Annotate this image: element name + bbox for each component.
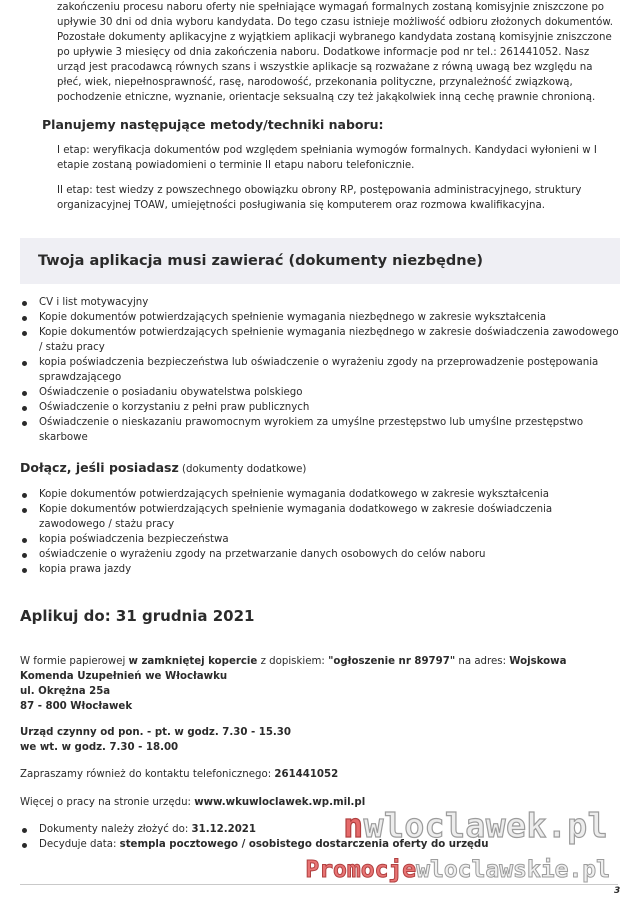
list-item: Oświadczenie o korzystaniu z pełni praw publicznych: [20, 400, 620, 415]
optional-title: Dołącz, jeśli posiadasz: [20, 460, 179, 475]
bullet-icon: [22, 828, 27, 833]
bullet-icon: [22, 316, 27, 321]
intro-paragraph: zakończeniu procesu naboru oferty nie spełniające wymagań formalnych zostaną komisyjnie zniszczone po upływie 30 dni od dnia wyboru kandydata. Do tego czasu istnieje możliwość odbioru złożonych dokumentów. Pozostałe dokumenty aplikacyjne z wyjątkiem aplikacji wybranego kandydata zostaną komisyjnie zniszczone po upływie 3 miesięcy od dnia zakończenia naboru. Dodatkowe informacje pod nr tel.: 261441052. Nasz urząd jest pracodawcą równych szans i wszystkie aplikacje są rozważane z równą uwagą bez względu na płeć, wiek, niepełnosprawność, rasę, narodowość, przekonania polityczne, przynależność związkową, pochodzenie etniczne, wyznanie, orientacje seksualną czy też jakąkolwiek inną cechę prawnie chronioną.: [57, 2, 613, 103]
bullet-icon: [22, 361, 27, 366]
website-info: Więcej o pracy na stronie urzędu: www.wkuwloclawek.wp.mil.pl: [20, 797, 366, 808]
phone-number: 261441052: [274, 769, 339, 780]
bullet-icon: [22, 406, 27, 411]
bullet-icon: [22, 538, 27, 543]
address-street: ul. Okrężna 25a: [20, 686, 111, 697]
phone-contact: Zapraszamy również do kontaktu telefonicznego: 261441052: [20, 769, 339, 780]
bullet-icon: [22, 421, 27, 426]
office-hours: Urząd czynny od pon. - pt. w godz. 7.30 - 15.30 we wt. w godz. 7.30 - 18.00: [20, 727, 291, 753]
watermark-nwloclawek: nwloclawek.pl: [343, 806, 608, 845]
list-item: kopia prawa jazdy: [20, 562, 620, 577]
optional-section-heading: [20, 460, 306, 477]
apply-deadline-heading: Aplikuj do: 31 grudnia 2021: [20, 607, 255, 625]
page-number: 3: [614, 886, 621, 896]
stage-1-text: I etap: weryfikacja dokumentów pod względem spełniania wymogów formalnych. Kandydaci wyłonieni w I etapie zostaną powiadomieni o terminie II etapu naboru telefonicznie.: [57, 145, 597, 171]
required-section-title: Twoja aplikacja musi zawierać (dokumenty niezbędne): [38, 253, 484, 269]
list-item: oświadczenie o wyrażeniu zgody na przetwarzanie danych osobowych do celów naboru: [20, 547, 620, 562]
website-link[interactable]: www.wkuwloclawek.wp.mil.pl: [194, 797, 366, 808]
list-item: CV i list motywacyjny: [20, 295, 620, 310]
bullet-icon: [22, 391, 27, 396]
list-item: Oświadczenie o posiadaniu obywatelstwa polskiego: [20, 385, 620, 400]
list-item: Kopie dokumentów potwierdzających spełnienie wymagania niezbędnego w zakresie doświadczenia zawodowego / stażu pracy: [20, 325, 620, 355]
submission-instructions: W formie papierowej w zamkniętej kopercie z dopiskiem: "ogłoszenie nr 89797" na adres: Wojskowa Komenda Uzupełnień we Włocławku ul. Okrężna 25a 87 - 800 Włocławek: [20, 656, 567, 712]
list-item: kopia poświadczenia bezpieczeństwa lub oświadczenie o wyrażeniu zgody na przeprowadzenie postępowania sprawdzającego: [20, 355, 620, 385]
bullet-icon: [22, 568, 27, 573]
bullet-icon: [22, 843, 27, 848]
bullet-icon: [22, 331, 27, 336]
optional-subtitle: (dokumenty dodatkowe): [182, 464, 307, 475]
bullet-icon: [22, 301, 27, 306]
bullet-icon: [22, 553, 27, 558]
bullet-icon: [22, 493, 27, 498]
required-documents-list: [20, 295, 620, 445]
list-item: Oświadczenie o nieskazaniu prawomocnym wyrokiem za umyślne przestępstwo lub umyślne przestępstwo skarbowe: [20, 415, 620, 445]
methods-heading: Planujemy następujące metody/techniki naboru:: [42, 117, 384, 132]
stage-2-text: II etap: test wiedzy z powszechnego obowiązku obrony RP, postępowania administracyjnego, struktury organizacyjnej TOAW, umiejętności posługiwania się komputerem oraz rozmowa kwalifikacyjna.: [57, 185, 582, 211]
address-office: Wojskowa Komenda Uzupełnień we Włocławku: [20, 656, 567, 682]
list-item: kopia poświadczenia bezpieczeństwa: [20, 532, 620, 547]
list-item: Decyduje data: stempla pocztowego / osobistego dostarczenia oferty do urzędu: [20, 837, 620, 852]
list-item: Kopie dokumentów potwierdzających spełnienie wymagania dodatkowego w zakresie wykształcenia: [20, 487, 620, 502]
list-item: Kopie dokumentów potwierdzających spełnienie wymagania dodatkowego w zakresie doświadczenia zawodowego / stażu pracy: [20, 502, 620, 532]
footer-divider: [20, 884, 618, 885]
optional-documents-list: [20, 487, 620, 577]
list-item: Kopie dokumentów potwierdzających spełnienie wymagania niezbędnego w zakresie wykształcenia: [20, 310, 620, 325]
list-item: Dokumenty należy złożyć do: 31.12.2021: [20, 822, 620, 837]
bullet-icon: [22, 508, 27, 513]
watermark-promocje: Promocjewloclawskie.pl: [305, 857, 610, 883]
address-city: 87 - 800 Włocławek: [20, 701, 133, 712]
